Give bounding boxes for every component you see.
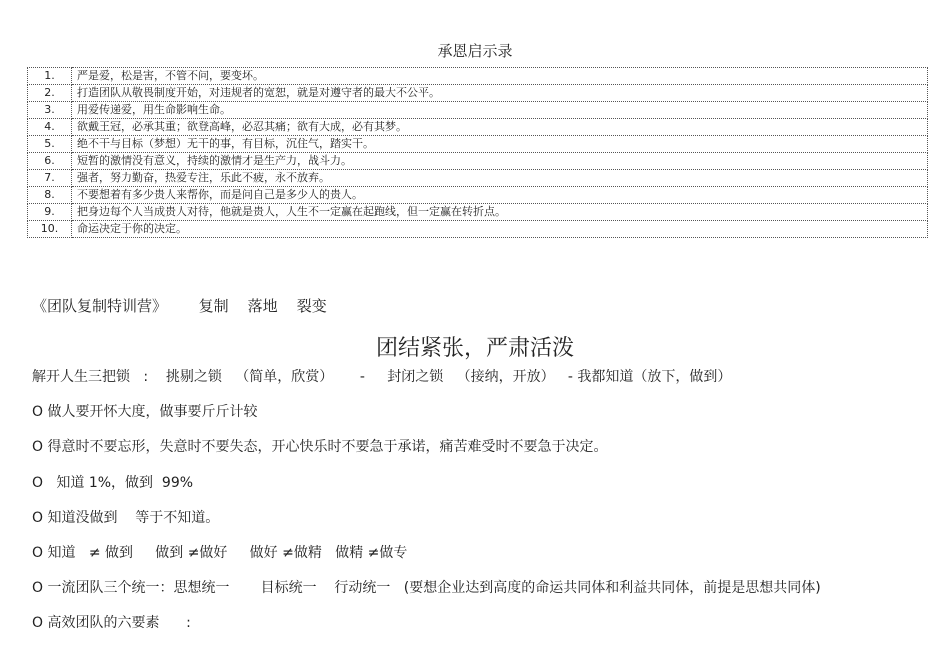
row-text: 欲戴王冠，必承其重；欲登高峰，必忍其痛；欲有大成，必有其梦。 [72, 119, 928, 136]
row-number: 4. [28, 119, 72, 136]
row-number: 1. [28, 68, 72, 85]
table-row [28, 187, 928, 204]
table-row [28, 102, 928, 119]
course-name: 《团队复制特训营》 [32, 297, 168, 315]
row-number: 3. [28, 102, 72, 119]
point-item: O 高效团队的六要素 : [32, 615, 191, 631]
row-text: 命运决定于你的决定。 [72, 221, 928, 238]
table-row [28, 221, 928, 238]
row-number: 9. [28, 204, 72, 221]
table-row [28, 85, 928, 102]
row-number: 2. [28, 85, 72, 102]
row-number: 10. [28, 221, 72, 238]
lessons-table [27, 67, 928, 238]
table-row [28, 119, 928, 136]
row-text: 强者，努力勤奋，热爱专注，乐此不疲，永不放弃。 [72, 170, 928, 187]
table-row [28, 68, 928, 85]
row-text: 短暂的激情没有意义，持续的激情才是生产力，战斗力。 [72, 153, 928, 170]
table-row [28, 204, 928, 221]
row-text: 绝不干与目标（梦想）无干的事，有目标，沉住气，踏实干。 [72, 136, 928, 153]
row-text: 用爱传递爱，用生命影响生命。 [72, 102, 928, 119]
locks-line: 解开人生三把锁 : 挑剔之锁 （简单，欣赏） - 封闭之锁 （接纳，开放） - 我都知道（放下，做到） [32, 369, 732, 385]
document-title: 承恩启示录 [437, 42, 513, 60]
row-number: 8. [28, 187, 72, 204]
course-keywords: 复制 落地 裂变 [198, 297, 327, 315]
row-number: 6. [28, 153, 72, 170]
point-item: O 做人要开怀大度，做事要斤斤计较 [32, 404, 258, 420]
table-row [28, 136, 928, 153]
point-item: O 知道 ≠ 做到 做到 ≠做好 做好 ≠做精 做精 ≠做专 [32, 545, 408, 561]
table-row [28, 153, 928, 170]
point-item: O 得意时不要忘形，失意时不要失态，开心快乐时不要急于承诺，痛苦难受时不要急于决定。 [32, 439, 608, 455]
course-line [32, 295, 327, 316]
row-number: 5. [28, 136, 72, 153]
point-item: O 知道没做到 等于不知道。 [32, 510, 220, 526]
point-item: O 一流团队三个统一：思想统一 目标统一 行动统一 (要想企业达到高度的命运共同体和利益共同体，前提是思想共同体) [32, 580, 821, 596]
row-text: 打造团队从敬畏制度开始，对违规者的宽恕，就是对遵守者的最大不公平。 [72, 85, 928, 102]
row-text: 严是爱，松是害，不管不问，要变坏。 [72, 68, 928, 85]
table-row [28, 170, 928, 187]
section-heading: 团结紧张，严肃活泼 [375, 336, 574, 361]
row-text: 把身边每个人当成贵人对待，他就是贵人，人生不一定赢在起跑线，但一定赢在转折点。 [72, 204, 928, 221]
row-text: 不要想着有多少贵人来帮你，而是问自己是多少人的贵人。 [72, 187, 928, 204]
point-item: O 知道 1%，做到 99% [32, 475, 194, 491]
row-number: 7. [28, 170, 72, 187]
